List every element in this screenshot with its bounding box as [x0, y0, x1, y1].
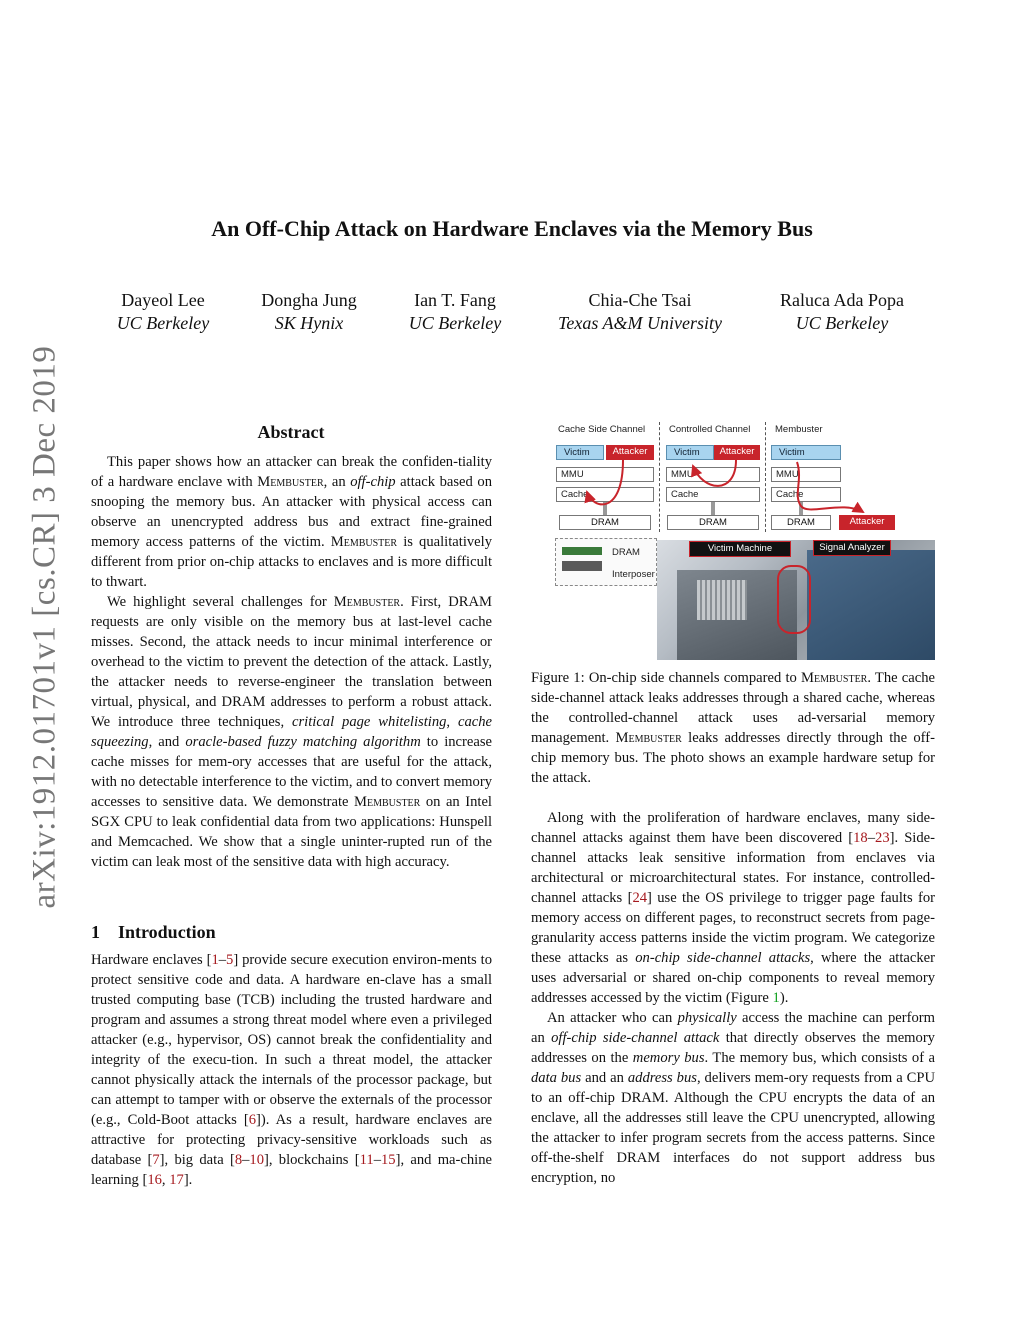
panel-title-membuster: Membuster	[775, 424, 823, 435]
dram-box: DRAM	[667, 515, 759, 530]
signal-analyzer-label: Signal Analyzer	[813, 540, 891, 556]
probe-highlight	[777, 565, 811, 634]
abstract-paragraph: We highlight several challenges for Membuster. First, DRAM requests are only visible on the memory bus at last-level cache misses. Second, the attack needs to incur minimal interference or overhead to the victim to prevent the detection of the attack. Lastly, the attacker needs to reverse-engineer the translation between virtual, physical, and DRAM addresses to perform a robust attack. We introduce three techniques, critical page whitelisting, cache squeezing, and oracle-based fuzzy matching algorithm to increase cache misses for mem-ory accesses that are useful for the attack, with no detectable interference to the victim, and to convert memory accesses to sensitive data. We demonstrate Membuster on an Intel SGX CPU to leak confidential data from two applications: Hunspell and Memcached. We show that a single uninter-rupted run of the victim can leak most of the sensitive data with high accuracy.	[91, 594, 492, 870]
attacker-box: Attacker	[606, 445, 654, 460]
interposer-label: Interposer	[612, 569, 655, 580]
cache-channel-arrow	[587, 460, 623, 504]
cache-box: Cache	[666, 487, 760, 502]
citation-link[interactable]: 8	[234, 1152, 243, 1168]
caption-text: Figure 1: On-chip side channels compared to Membuster. The cache side-channel attack leaks addresses through a shared cache, whereas the controlled-channel attack uses ad-versarial memory management. Membuster leaks addresses directly through the off-chip memory bus. The photo shows an example hardware setup for the attack.	[531, 670, 936, 786]
heatsink-photo	[697, 580, 747, 620]
mmu-box: MMU	[666, 467, 760, 482]
attack-arrows	[553, 420, 935, 540]
panel-title-cache-side-channel: Cache Side Channel	[558, 424, 646, 435]
author-block	[762, 289, 922, 335]
citation-link[interactable]: 1	[211, 952, 219, 968]
author-name: Ian T. Fang	[414, 290, 496, 310]
author-affiliation: UC Berkeley	[408, 313, 502, 333]
figure-caption	[531, 668, 935, 788]
section-heading: 1 Introduction	[91, 922, 216, 942]
author-name: Chia-Che Tsai	[588, 290, 692, 310]
author-name: Raluca Ada Popa	[780, 290, 904, 310]
intro-right-column	[531, 808, 935, 1188]
attacker-box: Attacker	[714, 445, 760, 460]
victim-box: Victim	[556, 445, 604, 460]
attacker-box: Attacker	[839, 515, 895, 530]
cache-box: Cache	[771, 487, 841, 502]
intro-left-column	[91, 950, 492, 1190]
author-affiliation: SK Hynix	[274, 313, 344, 333]
author-name: Dayeol Lee	[121, 290, 205, 310]
panel-title-controlled-channel: Controlled Channel	[669, 424, 751, 435]
intro-paragraph: An attacker who can physically access the machine can perform an off-chip side-channel attack that directly observes the memory addresses on the memory bus. The memory bus, which consists of a data bus and an address bus, delivers mem-ory requests from a CPU to an off-chip DRAM. Although the CPU encrypts the data of an enclave, all the addresses still leave the CPU unencrypted, allowing the attacker to infer program secrets from the access patterns. Since off-the-shelf DRAM interfaces do not support address bus encryption, no	[531, 1010, 936, 1186]
intro-paragraph: Along with the proliferation of hardware enclaves, many side-channel attacks against them have been discovered [18–23]. Side-channel attacks leak sensitive information from enclaves via architectural or microarchitectural states. For instance, controlled-channel attacks [24] use the OS privilege to trigger page faults for memory access on different pages, to reconstruct secrets from page-granularity access patterns inside the victim program. We categorize these attacks as on-chip side-channel attacks, where the attacker uses adversarial or shared on-chip components to reveal memory addresses accessed by the victim (Figure 1).	[531, 810, 936, 1006]
citation-link[interactable]: 7	[152, 1152, 160, 1168]
mmu-box: MMU	[556, 467, 654, 482]
author-affiliation: UC Berkeley	[116, 313, 210, 333]
author-affiliation: UC Berkeley	[795, 313, 889, 333]
controlled-channel-arrow	[693, 460, 736, 486]
abstract-body	[91, 452, 492, 872]
citation-link[interactable]: 5	[226, 952, 234, 968]
interposer-inset	[555, 538, 657, 586]
victim-box: Victim	[771, 445, 841, 460]
mmu-box: MMU	[771, 467, 841, 482]
abstract-paragraph: This paper shows how an attacker can break the confiden-tiality of a hardware enclave with Membuster, an off-chip attack based on snooping the memory bus. An attacker with physical access can observe an unencrypted address bus and extract fine-grained memory access patterns of the victim. Membuster is qualitatively different from prior on-chip attacks to enclaves and is more difficult to thwart.	[91, 454, 492, 590]
citation-link[interactable]: 6	[248, 1112, 257, 1128]
paper-title: An Off-Chip Attack on Hardware Enclaves via the Memory Bus	[211, 216, 813, 241]
signal-analyzer-photo	[807, 550, 935, 660]
author-block	[540, 289, 740, 335]
interposer-dram-label: DRAM	[612, 547, 640, 558]
author-block	[244, 289, 374, 335]
citation-link[interactable]: 23	[875, 830, 890, 846]
author-affiliation: Texas A&M University	[558, 313, 722, 333]
author-block	[392, 289, 518, 335]
arxiv-identifier: arXiv:1912.01701v1 [cs.CR] 3 Dec 2019	[26, 345, 63, 909]
victim-machine-label: Victim Machine	[689, 541, 791, 557]
victim-box: Victim	[666, 445, 714, 460]
dram-module-icon	[562, 547, 602, 555]
citation-link[interactable]: 11	[359, 1152, 374, 1168]
dram-box: DRAM	[771, 515, 831, 530]
hardware-setup-photo	[657, 540, 935, 660]
abstract-heading: Abstract	[257, 422, 325, 442]
author-block	[100, 289, 226, 335]
citation-link[interactable]: 15	[380, 1152, 396, 1168]
citation-link[interactable]: 10	[249, 1152, 264, 1168]
citation-link[interactable]: 24	[632, 890, 648, 906]
dram-box: DRAM	[559, 515, 651, 530]
figure-1	[553, 420, 935, 660]
citation-link[interactable]: 17	[169, 1172, 184, 1188]
figure-link[interactable]: 1	[772, 990, 780, 1006]
interposer-icon	[562, 561, 602, 571]
author-name: Dongha Jung	[261, 290, 357, 310]
citation-link[interactable]: 16	[147, 1172, 162, 1188]
citation-link[interactable]: 18	[853, 830, 868, 846]
membuster-arrow-path	[797, 462, 863, 512]
cache-box: Cache	[556, 487, 654, 502]
intro-paragraph: Hardware enclaves [1–5] provide secure execution environ-ments to protect sensitive code and data. A hardware en-clave has a small trusted computing base (TCB) including the trusted hardware and program and assumes a strong threat model where even a privileged attacker (e.g., hypervisor, OS) cannot break the confidentiality and integrity of the execu-tion. In such a threat model, the attacker cannot physically attack the internals of the processor package, but can attempt to tamper with or observe the externals of the processor (e.g., Cold-Boot attacks [6]). As a result, hardware enclaves are attractive for protecting privacy-sensitive workloads such as database [7], big data [8–10], blockchains [11–15], and ma-chine learning [16, 17].	[91, 952, 492, 1188]
